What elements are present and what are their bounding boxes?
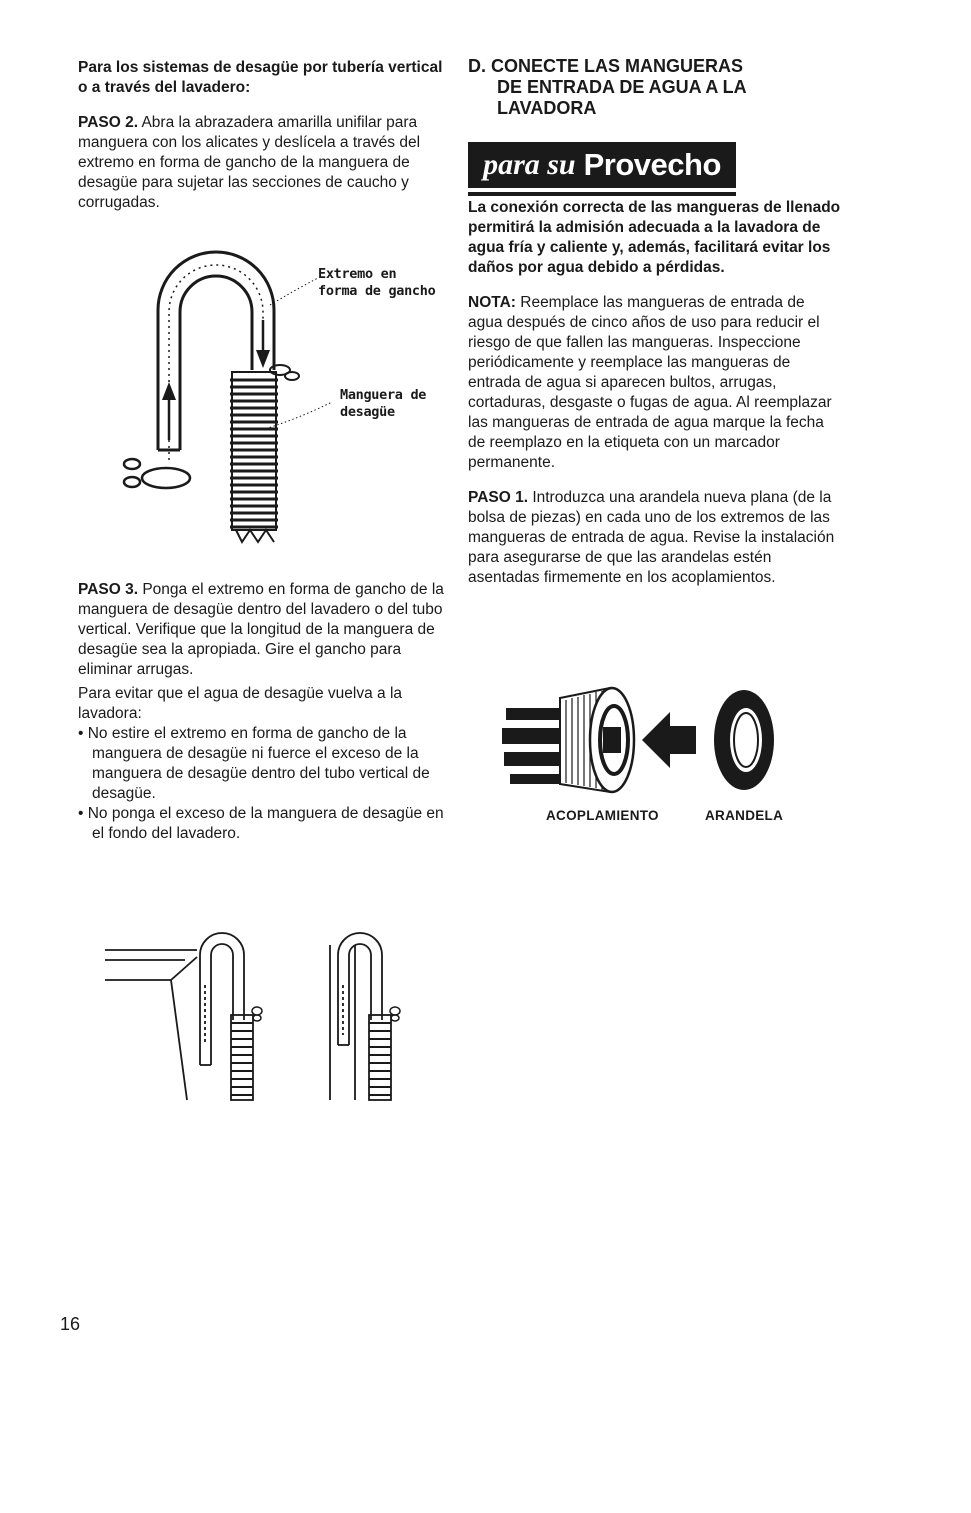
corrugated-hose [230, 372, 278, 542]
bullet-2: • No ponga el exceso de la manguera de desagüe en el fondo del lavadero. [78, 805, 444, 842]
note-paragraph [468, 293, 843, 473]
left-column-bottom [78, 580, 446, 844]
note-text: Reemplace las mangueras de entrada de agua después de cinco años de uso para reducir el riesgo de que fallen las mangueras. Inspeccione periódicamente y reemplace las mangueras de entrada de agua si aparecen bultos, arrugas, cortaduras, desgaste o fugas de agua. Al reemplazar las mangueras de entrada de agua marque la fecha de reemplazo en la etiqueta con un marcador permanente. [468, 294, 832, 471]
step-2-label: PASO 2. [78, 114, 139, 131]
page-number: 16 [60, 1314, 81, 1334]
insert-arrow [642, 712, 696, 768]
section-d-title-line2: DE ENTRADA DE AGUA A LA [497, 77, 747, 97]
section-d-title-line1: D. CONECTE LAS MANGUERAS [468, 56, 744, 76]
right-column-top [468, 56, 840, 119]
left-column-top [78, 58, 446, 213]
step-1-text: Introduzca una arandela nueva plana (de la bolsa de piezas) en cada uno de los extremos de las mangueras de entrada de agua. Revise la instalación para asegurarse de que las arandelas estén asentadas firmemente en los acoplamientos. [468, 489, 835, 586]
step-3-label: PASO 3. [78, 581, 139, 598]
right-column-body [468, 198, 843, 588]
step-1-paragraph [468, 488, 843, 588]
washer [714, 690, 774, 790]
bullet-1: • No estire el extremo en forma de gancho de la manguera de desagüe ni fuerce el exceso de la manguera de desagüe dentro del tubo vertical de desagüe. [78, 725, 430, 802]
step-2-text: Abra la abrazadera amarilla unifilar para manguera con los alicates y deslícela a través del extremo en forma de gancho de la manguera de desagüe para sujetar las secciones de caucho y corrugadas. [78, 114, 421, 211]
sink-and-standpipe-diagram [105, 925, 435, 1105]
coupling-washer-diagram [500, 680, 810, 800]
drain-systems-heading: Para los sistemas de desagüe por tubería vertical o a través del lavadero: [78, 59, 443, 96]
drain-hose-label-line2: desagüe [340, 404, 395, 420]
coupling [560, 688, 634, 792]
drain-hose-label [340, 387, 426, 421]
note-label: NOTA: [468, 294, 516, 311]
section-d-title [468, 56, 840, 119]
step-3-text: Ponga el extremo en forma de gancho de la manguera de desagüe dentro del lavadero o del tubo vertical. Verifique que la longitud de la manguera de desagüe sea la apropiada. Gire el gancho para eliminar arrugas. [78, 581, 444, 678]
para-su-provecho-banner [468, 142, 736, 192]
drain-hose-label-line1: Manguera de [340, 387, 427, 403]
hook-end-label-line2: forma de gancho [318, 283, 436, 299]
washer-caption: ARANDELA [705, 808, 784, 823]
hook-end-label-line1: Extremo en [318, 266, 397, 282]
hose-clamp-loose [124, 459, 190, 488]
step-2-paragraph [78, 113, 446, 213]
section-d-title-line3: LAVADORA [497, 98, 597, 118]
banner-para-su: para su [483, 148, 576, 181]
prevent-intro: Para evitar que el agua de desagüe vuelva a la lavadora: [78, 685, 403, 722]
coupling-caption: ACOPLAMIENTO [546, 808, 659, 823]
step-1-label: PASO 1. [468, 489, 529, 506]
banner-provecho: Provecho [583, 147, 721, 182]
intro-bold-paragraph: La conexión correcta de las mangueras de llenado permitirá la admisión adecuada a la lavadora de agua fría y caliente y, además, facilitará evitar los daños por agua debido a pérdidas. [468, 199, 841, 276]
hook-end-label [318, 266, 435, 300]
step-3-paragraph [78, 580, 446, 680]
